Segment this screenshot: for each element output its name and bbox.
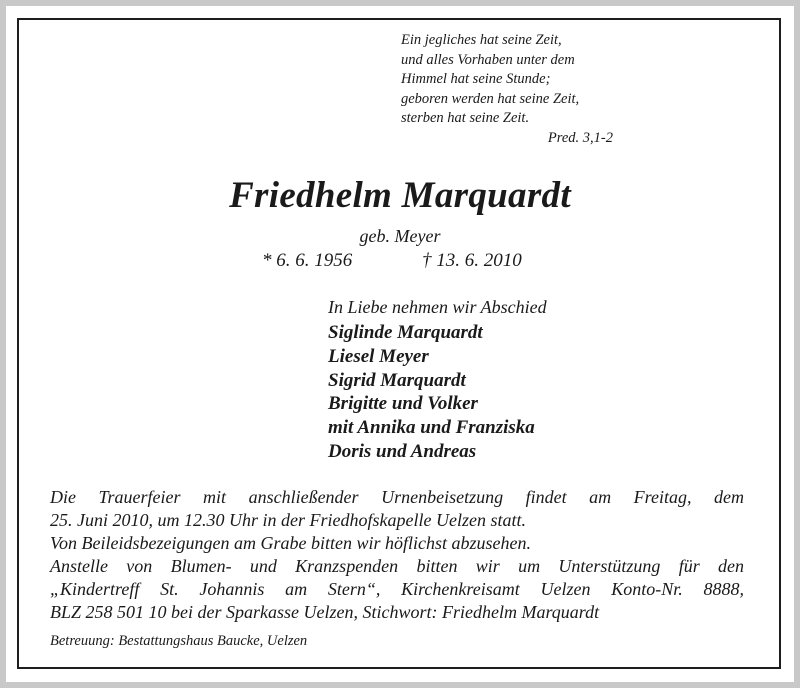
born-name-text: geb. Meyer [359, 226, 441, 246]
notice-line: „Kindertreff St. Johannis am Stern“, Kirchenkreisamt Uelzen Konto-Nr. 8888, [50, 579, 744, 599]
verse-line: Himmel hat seine Stunde; [401, 71, 551, 87]
farewell-intro: In Liebe nehmen wir Abschied [328, 297, 547, 317]
notice-line: Von Beileidsbezeigungen am Grabe bitten wir höflichst abzusehen. [50, 533, 531, 553]
mourner-name: Liesel Meyer [328, 345, 429, 367]
mourner-name: mit Annika und Franziska [328, 417, 535, 439]
notice-line: Anstelle von Blumen- und Kranzspenden bitten wir um Unterstützung für den [50, 556, 744, 576]
notice-line: 25. Juni 2010, um 12.30 Uhr in der Friedhofskapelle Uelzen statt. [50, 510, 526, 530]
verse-line: sterben hat seine Zeit. [401, 110, 530, 126]
verse-reference: Pred. 3,1-2 [547, 130, 613, 146]
bible-verse [401, 31, 579, 129]
obituary-card [6, 6, 794, 682]
death-date: † 13. 6. 2010 [422, 250, 522, 271]
verse-line: und alles Vorhaben unter dem [401, 51, 575, 68]
birth-date: * 6. 6. 1956 [262, 250, 353, 271]
mourner-name: Siglinde Marquardt [328, 322, 483, 343]
mourner-name: Brigitte und Volker [328, 393, 478, 415]
born-name [6, 226, 794, 247]
mourners-list [328, 321, 535, 464]
verse-line: Ein jegliches hat seine Zeit, [401, 32, 562, 48]
funeral-home-credit: Betreuung: Bestattungshaus Baucke, Uelzen [50, 633, 308, 649]
deceased-name: Friedhelm Marquardt [229, 175, 571, 216]
mourner-name: Sigrid Marquardt [328, 369, 466, 391]
notice-line: BLZ 258 501 10 bei der Sparkasse Uelzen, Stichwort: Friedhelm Marquardt [50, 602, 600, 622]
funeral-notice [50, 486, 744, 624]
mourner-name: Doris und Andreas [328, 440, 477, 462]
verse-line: geboren werden hat seine Zeit, [401, 90, 580, 107]
notice-line: Die Trauerfeier mit anschließender Urnenbeisetzung findet am Freitag, dem [50, 487, 744, 507]
